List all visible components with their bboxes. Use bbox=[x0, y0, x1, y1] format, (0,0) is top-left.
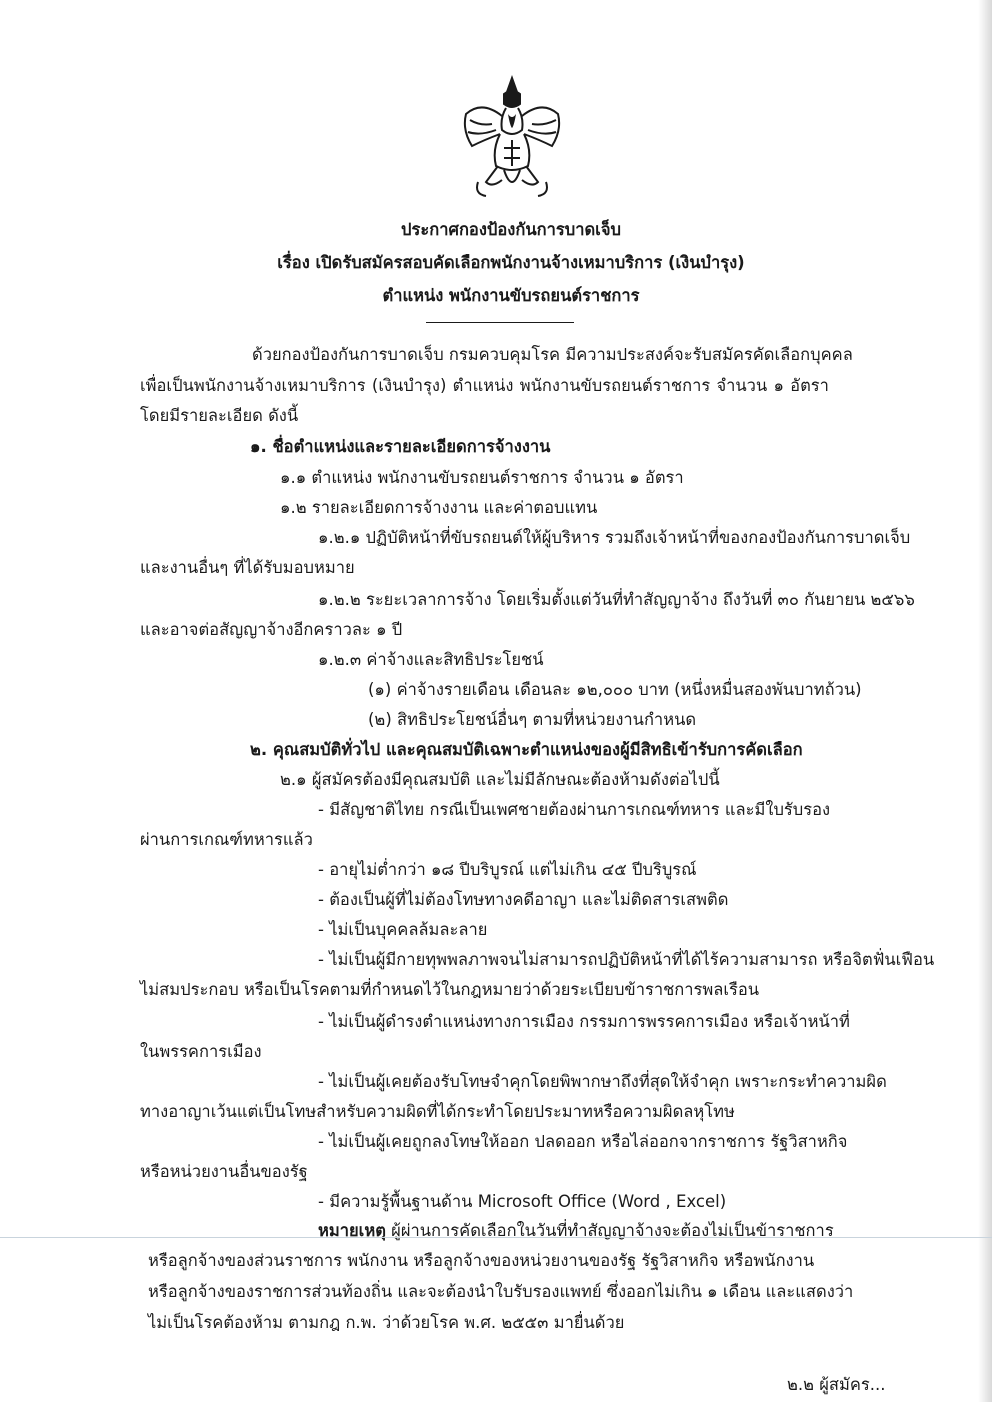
pay-item-2: (๒) สิทธิประโยชน์อื่นๆ ตามที่หน่วยงานกำหนด bbox=[368, 710, 697, 729]
intro-line-1: ด้วยกองป้องกันการบาดเจ็บ กรมควบคุมโรค มีความประสงค์จะรับสมัครคัดเลือกบุคคล bbox=[252, 345, 853, 364]
section-1-heading: ๑. ชื่อตำแหน่งและรายละเอียดการจ้างงาน bbox=[250, 437, 551, 456]
intro-line-2: เพื่อเป็นพนักงานจ้างเหมาบริการ (เงินบำรุง) ตำแหน่ง พนักงานขับรถยนต์ราชการ จำนวน ๑ อัตรา bbox=[140, 376, 829, 395]
qualification-5-line-1: - ไม่เป็นผู้มีกายทุพพลภาพจนไม่สามารถปฏิบัติหน้าที่ได้ไร้ความสามารถ หรือจิตฟั่นเฟือน bbox=[318, 950, 935, 969]
qualification-1-line-1: - มีสัญชาติไทย กรณีเป็นเพศชายต้องผ่านการเกณฑ์ทหาร และมีใบรับรอง bbox=[318, 800, 831, 819]
qualification-7-line-2: ทางอาญาเว้นแต่เป็นโทษสำหรับความผิดที่ได้กระทำโดยประมาทหรือความผิดลหุโทษ bbox=[140, 1102, 735, 1121]
pay-item-1: (๑) ค่าจ้างรายเดือน เดือนละ ๑๒,๐๐๐ บาท (หนึ่งหมื่นสองพันบาทถ้วน) bbox=[368, 680, 862, 699]
item-1-2-1-line-1: ๑.๒.๑ ปฏิบัติหน้าที่ขับรถยนต์ให้ผู้บริหาร รวมถึงเจ้าหน้าที่ของกองป้องกันการบาดเจ็บ bbox=[318, 528, 911, 547]
note-line-2: หรือลูกจ้างของส่วนราชการ พนักงาน หรือลูกจ้างของหน่วยงานของรัฐ รัฐวิสาหกิจ หรือพนักงาน bbox=[148, 1251, 815, 1270]
qualification-2: - อายุไม่ต่ำกว่า ๑๘ ปีบริบูรณ์ แต่ไม่เกิน ๔๕ ปีบริบูรณ์ bbox=[318, 860, 697, 879]
scan-artifact-line bbox=[0, 1237, 992, 1238]
intro-line-3: โดยมีรายละเอียด ดังนี้ bbox=[140, 406, 299, 425]
qualification-6-line-2: ในพรรคการเมือง bbox=[140, 1042, 262, 1061]
note-line-4: ไม่เป็นโรคต้องห้าม ตามกฎ ก.พ. ว่าด้วยโรค พ.ศ. ๒๕๕๓ มายื่นด้วย bbox=[148, 1313, 625, 1332]
continued-marker: ๒.๒ ผู้สมัคร... bbox=[787, 1375, 886, 1394]
section-2-heading: ๒. คุณสมบัติทั่วไป และคุณสมบัติเฉพาะตำแหน่งของผู้มีสิทธิเข้ารับการคัดเลือก bbox=[250, 740, 803, 759]
garuda-emblem-icon bbox=[452, 70, 572, 210]
note-label: หมายเหตุ bbox=[318, 1221, 386, 1240]
item-1-2-3: ๑.๒.๓ ค่าจ้างและสิทธิประโยชน์ bbox=[318, 650, 544, 669]
title-divider bbox=[426, 322, 574, 323]
item-1-2-2-line-1: ๑.๒.๒ ระยะเวลาการจ้าง โดยเริ่มตั้งแต่วันที่ทำสัญญาจ้าง ถึงวันที่ ๓๐ กันยายน ๒๕๖๖ bbox=[318, 590, 915, 609]
item-1-2: ๑.๒ รายละเอียดการจ้างงาน และค่าตอบแทน bbox=[280, 498, 598, 517]
item-1-2-1-line-2: และงานอื่นๆ ที่ได้รับมอบหมาย bbox=[140, 558, 355, 577]
note-line-3: หรือลูกจ้างของราชการส่วนท้องถิ่น และจะต้องนำใบรับรองแพทย์ ซึ่งออกไม่เกิน ๑ เดือน และแสดงว่า bbox=[148, 1282, 854, 1301]
notice-position: ตำแหน่ง พนักงานขับรถยนต์ราชการ bbox=[382, 286, 640, 305]
notice-subject: เรื่อง เปิดรับสมัครสอบคัดเลือกพนักงานจ้างเหมาบริการ (เงินบำรุง) bbox=[277, 253, 745, 272]
scan-edge bbox=[978, 0, 992, 1402]
qualification-6-line-1: - ไม่เป็นผู้ดำรงตำแหน่งทางการเมือง กรรมการพรรคการเมือง หรือเจ้าหน้าที่ bbox=[318, 1012, 850, 1031]
note-line-1 bbox=[318, 1220, 834, 1242]
qualification-8-line-1: - ไม่เป็นผู้เคยถูกลงโทษให้ออก ปลดออก หรือไล่ออกจากราชการ รัฐวิสาหกิจ bbox=[318, 1132, 848, 1151]
notice-title: ประกาศกองป้องกันการบาดเจ็บ bbox=[401, 220, 621, 239]
qualification-7-line-1: - ไม่เป็นผู้เคยต้องรับโทษจำคุกโดยพิพากษาถึงที่สุดให้จำคุก เพราะกระทำความผิด bbox=[318, 1072, 887, 1091]
qualification-5-line-2: ไม่สมประกอบ หรือเป็นโรคตามที่กำหนดไว้ในกฎหมายว่าด้วยระเบียบข้าราชการพลเรือน bbox=[140, 980, 760, 999]
qualification-8-line-2: หรือหน่วยงานอื่นของรัฐ bbox=[140, 1162, 308, 1181]
item-1-2-2-line-2: และอาจต่อสัญญาจ้างอีกคราวละ ๑ ปี bbox=[140, 620, 403, 639]
item-1-1: ๑.๑ ตำแหน่ง พนักงานขับรถยนต์ราชการ จำนวน ๑ อัตรา bbox=[280, 468, 684, 487]
note-text-1: ผู้ผ่านการคัดเลือกในวันที่ทำสัญญาจ้างจะต้องไม่เป็นข้าราชการ bbox=[385, 1221, 834, 1240]
item-2-1: ๒.๑ ผู้สมัครต้องมีคุณสมบัติ และไม่มีลักษณะต้องห้ามดังต่อไปนี้ bbox=[280, 770, 720, 789]
qualification-9: - มีความรู้พื้นฐานด้าน Microsoft Office (Word , Excel) bbox=[318, 1192, 727, 1211]
qualification-3: - ต้องเป็นผู้ที่ไม่ต้องโทษทางคดีอาญา และไม่ติดสารเสพติด bbox=[318, 890, 729, 909]
qualification-1-line-2: ผ่านการเกณฑ์ทหารแล้ว bbox=[140, 830, 313, 849]
qualification-4: - ไม่เป็นบุคคลล้มละลาย bbox=[318, 920, 488, 939]
